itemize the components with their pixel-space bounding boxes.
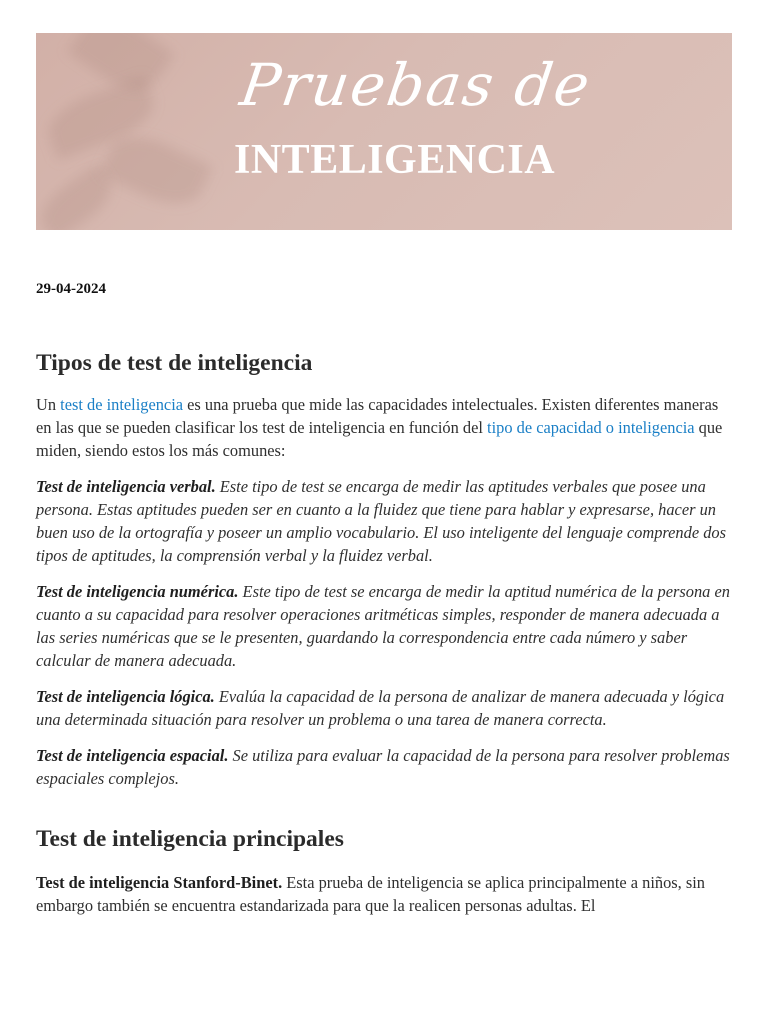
item-term: Test de inteligencia lógica. xyxy=(36,687,215,706)
banner-script-text: Pruebas de xyxy=(236,51,596,119)
item-term: Test de inteligencia Stanford-Binet. xyxy=(36,873,283,892)
section-heading-principales: Test de inteligencia principales xyxy=(36,826,344,852)
item-text: Se utiliza para evaluar la capacidad de la persona para resolver problemas espaciales complejos. xyxy=(36,746,730,788)
intro-paragraph xyxy=(36,393,732,462)
item-text: Esta prueba de inteligencia se aplica principalmente a niños, sin embargo también se encuentra estandarizada para que la realicen personas adultas. El xyxy=(36,873,705,915)
list-item-espacial xyxy=(36,744,732,790)
section-heading-tipos: Tipos de test de inteligencia xyxy=(36,350,313,376)
list-item-verbal xyxy=(36,475,732,567)
item-text: Este tipo de test se encarga de medir las aptitudes verbales que posee una persona. Estas aptitudes pueden ser en cuanto a la fluidez que tiene para hablar y expresarse, hacer un buen uso de la ortografía y poseer un amplio vocabulario. El uso inteligente del lenguaje comprende dos tipos de aptitudes, la comprensión verbal y la fluidez verbal. xyxy=(36,477,726,565)
item-term: Test de inteligencia espacial. xyxy=(36,746,229,765)
intro-text-3: que miden, siendo estos los más comunes: xyxy=(36,418,723,460)
banner-title: INTELIGENCIA xyxy=(234,137,556,183)
intro-text-1: Un xyxy=(36,395,61,414)
item-text: Este tipo de test se encarga de medir la aptitud numérica de la persona en cuanto a su capacidad para resolver operaciones aritméticas simples, responder de manera adecuada a las series numéricas que se le presenten, guardando la correspondencia entre cada número y saber calcular de manera adecuada. xyxy=(36,582,730,670)
list-item-numerica xyxy=(36,580,732,672)
item-term: Test de inteligencia numérica. xyxy=(36,582,239,601)
publish-date: 29-04-2024 xyxy=(36,281,106,297)
link-tipo-de-capacidad[interactable]: tipo de capacidad o inteligencia xyxy=(487,418,695,437)
item-term: Test de inteligencia verbal. xyxy=(36,477,216,496)
item-text: Evalúa la capacidad de la persona de analizar de manera adecuada y lógica una determinada situación para resolver un problema o una tarea de manera correcta. xyxy=(36,687,725,729)
link-test-de-inteligencia[interactable]: test de inteligencia xyxy=(60,395,184,414)
list-item-logica xyxy=(36,685,732,731)
stanford-binet-paragraph xyxy=(36,871,732,917)
article xyxy=(36,33,732,917)
intro-text-2: es una prueba que mide las capacidades intelectuales. Existen diferentes maneras en las que se pueden clasificar los test de inteligencia en función del xyxy=(36,395,719,437)
header-banner-image xyxy=(36,33,732,230)
